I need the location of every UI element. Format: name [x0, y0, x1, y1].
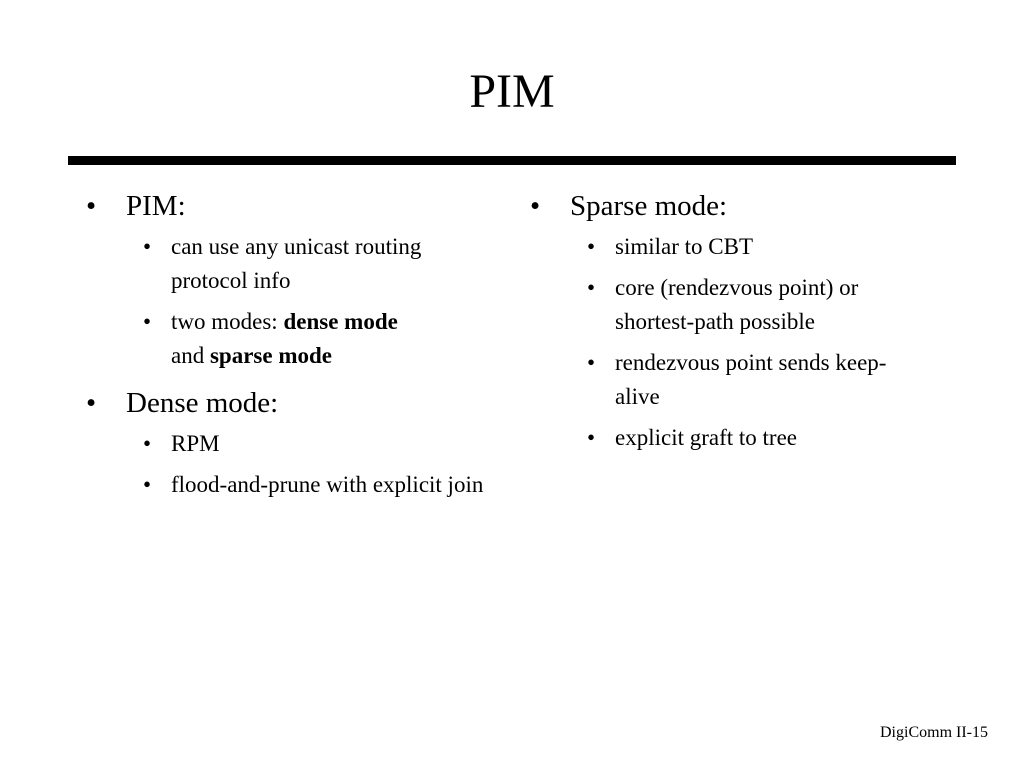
- two-modes-mid: and: [171, 343, 210, 368]
- sparse-mode-emphasis: sparse mode: [209, 343, 332, 368]
- sub-bullet-text: rendezvous point sends keep-alive: [615, 350, 887, 409]
- sub-bullet-text: can use any unicast routing protocol info: [171, 234, 422, 293]
- sub-bullet-core: [530, 271, 930, 339]
- sparse-heading: Sparse mode:: [570, 190, 728, 222]
- pim-heading: PIM:: [126, 190, 186, 222]
- bullet-pim: [86, 188, 486, 224]
- bullet-icon: •: [143, 234, 152, 259]
- sub-bullet-two-modes: [86, 305, 486, 373]
- sub-bullet-cbt: [530, 230, 930, 264]
- bullet-icon: •: [587, 234, 596, 259]
- bullet-icon: •: [587, 275, 596, 300]
- left-column: [86, 188, 486, 514]
- sub-bullet-rpm: [86, 427, 486, 461]
- right-column: [530, 188, 930, 467]
- bullet-dense-mode: [86, 385, 486, 421]
- dense-group: [86, 385, 486, 502]
- slide-title: PIM: [469, 65, 555, 118]
- bullet-icon: •: [530, 190, 541, 222]
- sub-bullet-text: explicit graft to tree: [615, 425, 798, 450]
- dense-heading: Dense mode:: [126, 387, 279, 419]
- bullet-icon: •: [587, 425, 596, 450]
- bullet-icon: •: [86, 387, 97, 419]
- sub-bullet-text: similar to CBT: [615, 234, 753, 259]
- bullet-icon: •: [587, 350, 596, 375]
- bullet-icon: •: [143, 309, 152, 334]
- sub-bullet-unicast: [86, 230, 486, 298]
- bullet-sparse-mode: [530, 188, 930, 224]
- bullet-icon: •: [86, 190, 97, 222]
- two-modes-prefix: two modes:: [171, 309, 284, 334]
- bullet-icon: •: [143, 431, 152, 456]
- sub-bullet-text: RPM: [171, 431, 220, 456]
- slide-footer: DigiComm II-15: [880, 724, 988, 741]
- sub-bullet-text: core (rendezvous point) or shortest-path possible: [615, 275, 859, 334]
- dense-mode-emphasis: dense mode: [283, 309, 398, 334]
- bullet-icon: •: [143, 472, 152, 497]
- sub-bullet-text: flood-and-prune with explicit join: [171, 472, 484, 497]
- title-divider: [68, 156, 956, 165]
- sub-bullet-flood-prune: [86, 468, 486, 502]
- sub-bullet-graft: [530, 421, 930, 455]
- sparse-group: [530, 188, 930, 455]
- pim-group: [86, 188, 486, 373]
- sub-bullet-keep-alive: [530, 346, 930, 414]
